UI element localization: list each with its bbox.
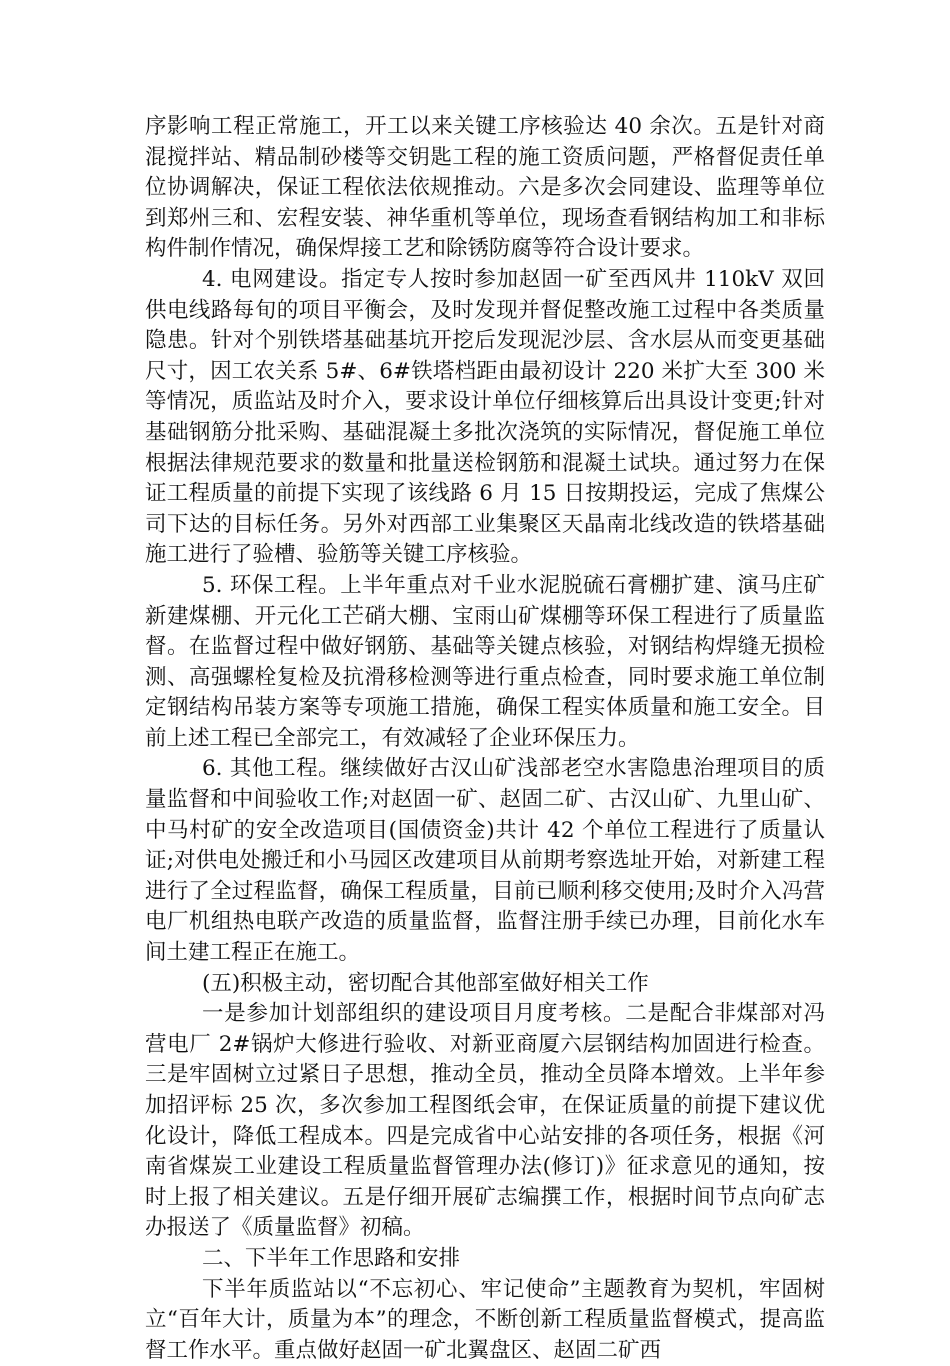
paragraph-other-projects: 6. 其他工程。继续做好古汉山矿浅部老空水害隐患治理项目的质量监督和中间验收工作;对赵固一矿、赵固二矿、古汉山矿、九里山矿、中马村矿的安全改造项目(国债资金)共计 42 个单位工程进行了质量认证;对供电处搬迁和小马园区改建项目从前期考察选址开始，对新建工程进行了全过程监督，确保工程质量，目前已顺利移交使用;及时介入冯营电厂机组热电联产改造的质量监督，监督注册手续已办理，目前化水车间土建工程正在施工。 <box>145 756 825 966</box>
document-page <box>145 112 825 1366</box>
paragraph-cooperation: 一是参加计划部组织的建设项目月度考核。二是配合非煤部对冯营电厂 2#锅炉大修进行验收、对新亚商厦六层钢结构加固进行检查。三是牢固树立过紧日子思想，推动全员，推动全员降本增效。上半年参加招评标 25 次，多次参加工程图纸会审，在保证质量的前提下建议优化设计，降低工程成本。四是完成省中心站安排的各项任务，根据《河南省煤炭工业建设工程质量监督管理办法(修订)》征求意见的通知，按时上报了相关建议。五是仔细开展矿志编撰工作，根据时间节点向矿志办报送了《质量监督》初稿。 <box>145 1001 825 1241</box>
paragraph-continuation: 序影响工程正常施工，开工以来关键工序核验达 40 余次。五是针对商混搅拌站、精品制砂楼等交钥匙工程的施工资质问题，严格督促责任单位协调解决，保证工程依法依规推动。六是多次会同建设、监理等单位到郑州三和、宏程安装、神华重机等单位，现场查看钢结构加工和非标构件制作情况，确保焊接工艺和除锈防腐等符合设计要求。 <box>145 114 825 262</box>
paragraph-second-half: 下半年质监站以“不忘初心、牢记使命”主题教育为契机，牢固树立“百年大计，质量为本”的理念，不断创新工程质量监督模式，提高监督工作水平。重点做好赵固一矿北翼盘区、赵固二矿西 <box>145 1276 825 1363</box>
section-heading-cooperation: (五)积极主动，密切配合其他部室做好相关工作 <box>202 970 649 996</box>
paragraph-power-grid: 4. 电网建设。指定专人按时参加赵固一矿至西风井 110kV 双回供电线路每旬的项目平衡会，及时发现并督促整改施工过程中各类质量隐患。针对个别铁塔基础基坑开挖后发现泥沙层、含水层从而变更基础尺寸，因工农关系 5#、6#铁塔档距由最初设计 220 米扩大至 300 米等情况，质监站及时介入，要求设计单位仔细核算后出具设计变更;针对基础钢筋分批采购、基础混凝土多批次浇筑的实际情况，督促施工单位根据法律规范要求的数量和批量送检钢筋和混凝土试块。通过努力在保证工程质量的前提下实现了该线路 6 月 15 日按期投运，完成了焦煤公司下达的目标任务。另外对西部工业集聚区天晶南北线改造的铁塔基础施工进行了验槽、验筋等关键工序核验。 <box>145 266 825 568</box>
paragraph-environmental: 5. 环保工程。上半年重点对千业水泥脱硫石膏棚扩建、演马庄矿新建煤棚、开元化工芒硝大棚、宝雨山矿煤棚等环保工程进行了质量监督。在监督过程中做好钢筋、基础等关键点核验，对钢结构焊缝无损检测、高强螺栓复检及抗滑移检测等进行重点检查，同时要求施工单位制定钢结构吊装方案等专项施工措施，确保工程实体质量和施工安全。目前上述工程已全部完工，有效减轻了企业环保压力。 <box>145 572 825 751</box>
section-heading-second-half: 二、下半年工作思路和安排 <box>202 1245 461 1271</box>
